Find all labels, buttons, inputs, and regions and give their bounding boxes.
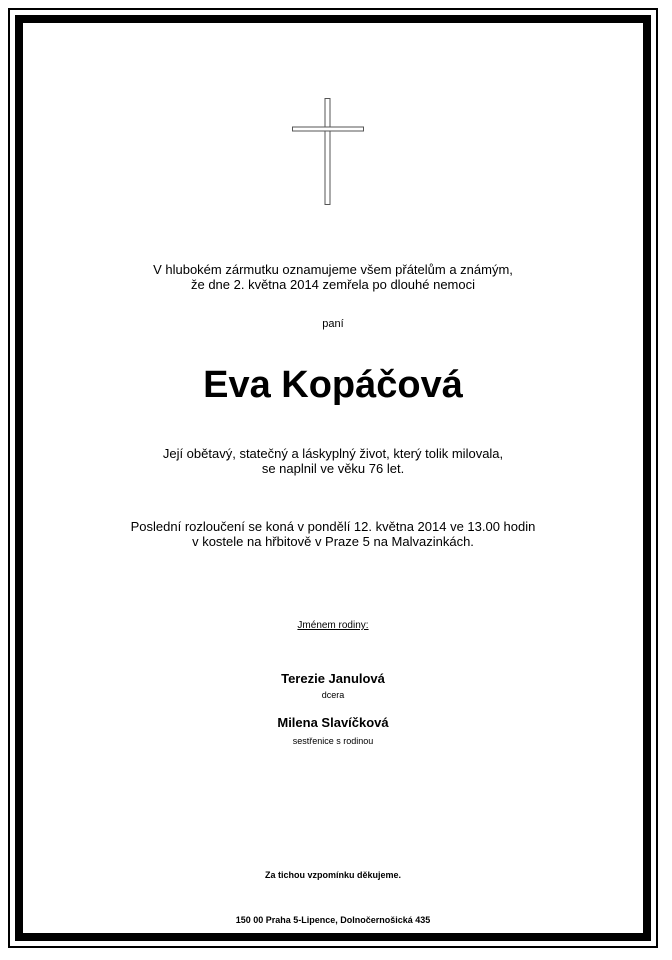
intro-line-2: že dne 2. května 2014 zemřela po dlouhé nemoci: [190, 277, 476, 292]
thanks-text: Za tichou vzpomínku děkujeme.: [264, 870, 402, 880]
family-member-name: Terezie Janulová: [281, 671, 385, 686]
cross-icon: [292, 98, 364, 206]
intro-line-1: V hlubokém zármutku oznamujeme všem přátelům a známým,: [153, 262, 513, 277]
deceased-name: Eva Kopáčová: [203, 364, 463, 406]
family-member-name: Milena Slavíčková: [277, 715, 389, 730]
family-label-text: Jménem rodiny:: [297, 620, 369, 631]
funeral-line-1: Poslední rozloučení se koná v pondělí 12. května 2014 ve 13.00 hodin: [130, 519, 536, 534]
intro-text: [30, 262, 636, 292]
life-text: [30, 446, 636, 476]
funeral-line-2: v kostele na hřbitově v Praze 5 na Malvazinkách.: [192, 534, 474, 549]
address-text: 150 00 Praha 5-Lipence, Dolnočernošická 435: [235, 915, 431, 925]
funeral-text: [30, 519, 636, 549]
life-line-2: se naplnil ve věku 76 let.: [261, 461, 405, 476]
life-line-1: Její obětavý, statečný a láskyplný život, který tolik milovala,: [162, 446, 504, 461]
honorific: paní: [322, 318, 344, 330]
family-label: [30, 620, 636, 632]
family-member-relation: sestřenice s rodinou: [292, 736, 374, 746]
family-member-relation: dcera: [321, 690, 345, 700]
